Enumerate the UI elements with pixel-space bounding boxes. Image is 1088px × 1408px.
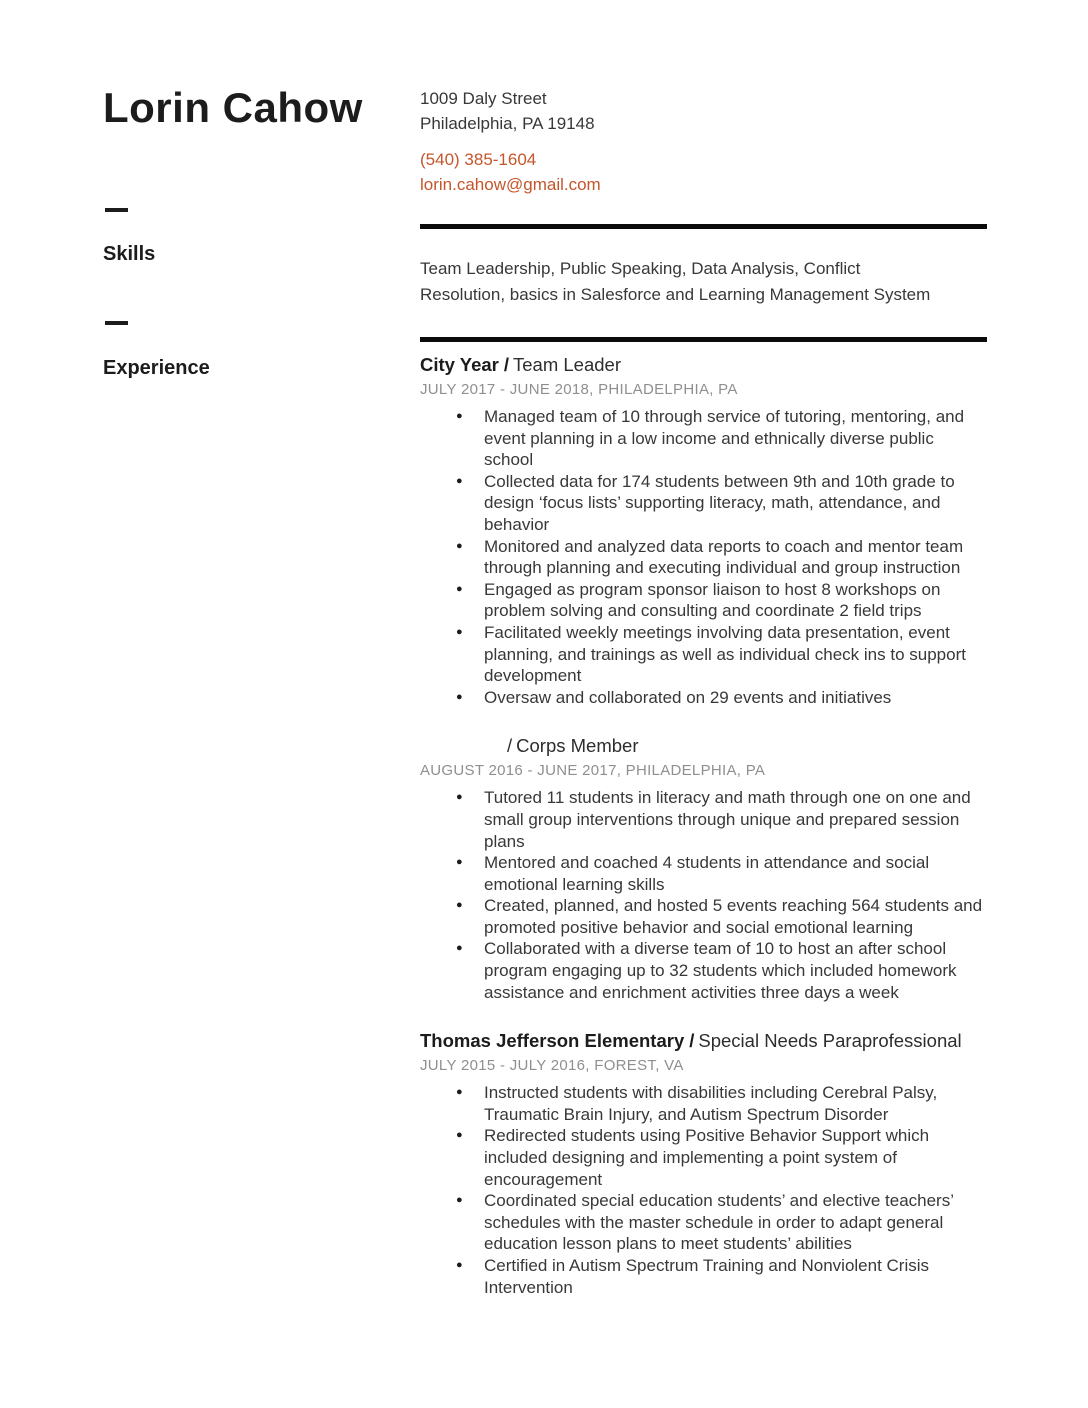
bullet-item: ● Instructed students with disabilities including Cerebral Palsy, Traumatic Brain Injury, and Autism Spectrum Disorder [420,1082,987,1125]
person-name: Lorin Cahow [103,84,363,131]
job-dates-location: JULY 2017 - JUNE 2018, PHILADELPHIA, PA [420,381,738,398]
bullet-item: ● Coordinated special education students’ and elective teachers’ schedules with the master schedule in order to adapt general education lesson plans to meet students’ abilities [420,1190,987,1255]
experience-jobs [420,353,987,1298]
address-line-2: Philadelphia, PA 19148 [420,114,595,133]
experience-section-dash [105,321,128,325]
skills-section-label: Skills [103,243,156,265]
job-bullet-list [420,787,987,1003]
bullet-item: ● Certified in Autism Spectrum Training and Nonviolent Crisis Intervention [420,1255,987,1298]
job-employer: City Year [420,354,499,375]
job-title-line [420,734,987,758]
phone-link[interactable]: (540) 385-1604 [420,150,537,169]
job-separator: / [689,1030,695,1052]
job-separator: / [507,735,513,757]
skills-section-dash [105,208,128,212]
skills-text: Team Leadership, Public Speaking, Data Analysis, Conflict Resolution, basics in Salesforce and Learning Management System [420,259,931,304]
bullet-item: ● Engaged as program sponsor liaison to host 8 workshops on problem solving and consulting and coordinate 2 field trips [420,579,987,622]
job-entry-corps-member [420,734,987,1003]
job-bullet-list [420,1082,987,1298]
bullet-item: ● Facilitated weekly meetings involving data presentation, event planning, and trainings as well as individual check ins to support development [420,622,987,687]
contact-block [420,86,601,197]
job-separator: / [503,354,509,375]
bullet-item: ● Collaborated with a diverse team of 10 to host an after school program engaging up to 32 students which included homework assistance and enrichment activities three days a week [420,938,987,1003]
address-line-1: 1009 Daly Street [420,89,547,108]
job-entry-thomas-jefferson [420,1029,987,1298]
bullet-item: ● Collected data for 174 students between 9th and 10th grade to design ‘focus lists’ supporting literacy, math, attendance, and behavior [420,471,987,536]
job-role: Corps Member [516,735,639,757]
job-role: Special Needs Paraprofessional [698,1030,962,1052]
job-role: Team Leader [513,354,621,375]
job-dates-location: JULY 2015 - JULY 2016, FOREST, VA [420,1057,684,1075]
bullet-item: ● Tutored 11 students in literacy and math through one on one and small group interventions through unique and prepared session plans [420,787,987,852]
job-title-line [420,353,987,377]
job-title-line [420,1029,987,1053]
bullet-item: ● Created, planned, and hosted 5 events reaching 564 students and promoted positive behavior and social emotional learning [420,895,987,938]
bullet-item: ● Oversaw and collaborated on 29 events and initiatives [420,687,987,709]
experience-section-divider [420,337,987,342]
bullet-item: ● Mentored and coached 4 students in attendance and social emotional learning skills [420,852,987,895]
job-entry-city-year-team-leader [420,353,987,708]
bullet-item: ● Redirected students using Positive Behavior Support which included designing and implementing a point system of encouragement [420,1125,987,1190]
email-link[interactable]: lorin.cahow@gmail.com [420,175,601,194]
skills-section-divider [420,224,987,229]
experience-section-label: Experience [103,357,210,379]
job-employer: Thomas Jefferson Elementary [420,1030,685,1052]
bullet-item: ● Managed team of 10 through service of tutoring, mentoring, and event planning in a low income and ethnically diverse public school [420,406,987,471]
job-bullet-list [420,406,987,708]
contact-links [420,147,601,197]
bullet-item: ● Monitored and analyzed data reports to coach and mentor team through planning and executing individual and group instruction [420,536,987,579]
job-dates-location: AUGUST 2016 - JUNE 2017, PHILADELPHIA, PA [420,762,766,780]
